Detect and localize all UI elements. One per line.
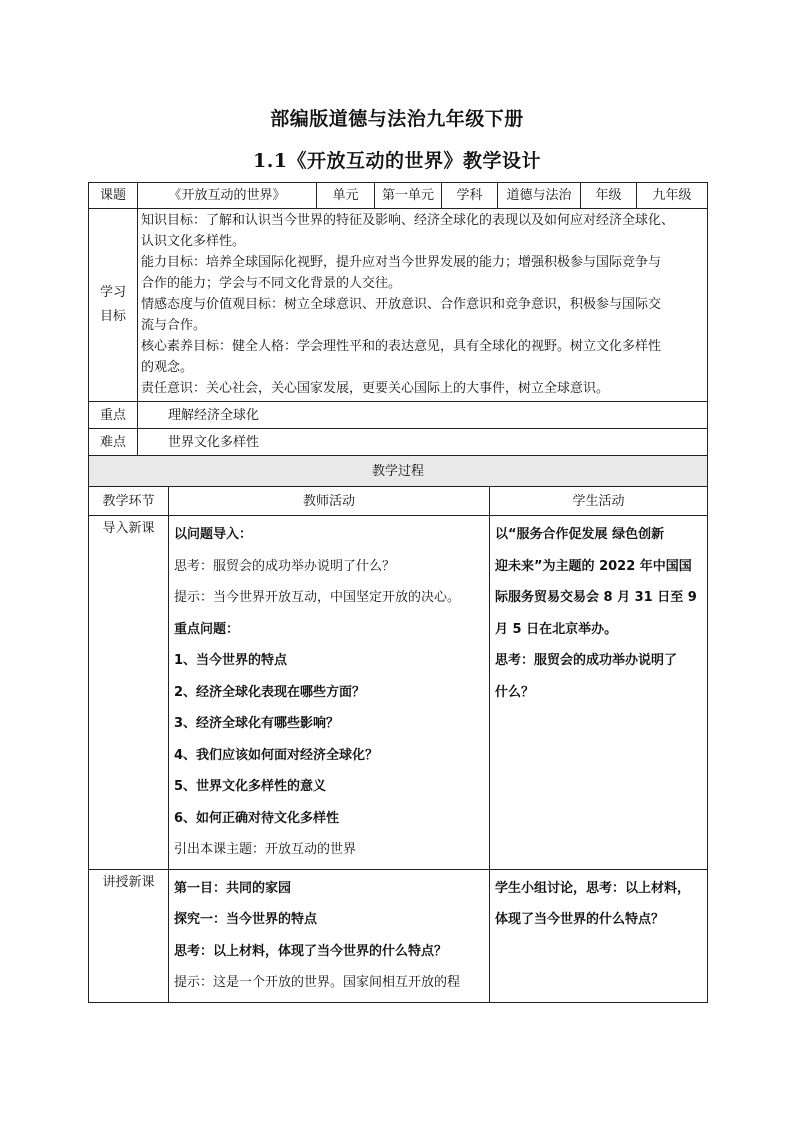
intro-teacher-line: 2、经济全球化表现在哪些方面？	[174, 684, 366, 700]
document-title: 部编版道德与法治九年级下册	[270, 108, 524, 130]
intro-teacher-line: 思考：服贸会的成功举办说明了什么？	[174, 558, 396, 574]
difficulty-value: 世界文化多样性	[138, 429, 708, 456]
grade-value: 九年级	[637, 183, 708, 209]
process-header: 教学过程	[89, 456, 708, 487]
lesson-info-table	[88, 182, 708, 456]
col-student-header: 学生活动	[490, 487, 708, 516]
intro-student-line: 思考：服贸会的成功举办说明了	[495, 653, 678, 668]
lecture-student-line: 学生小组讨论，思考：以上材料，	[495, 880, 691, 896]
lecture-student-activity	[490, 869, 708, 1002]
intro-teacher-line: 以问题导入：	[174, 527, 253, 542]
intro-teacher-line: 6、如何正确对待文化多样性	[174, 810, 340, 826]
goal-line: 情感态度与价值观目标：树立全球意识、开放意识、合作意识和竞争意识，积极参与国际交	[141, 297, 662, 312]
intro-teacher-line: 重点问题：	[174, 621, 240, 637]
intro-student-line: 迎未来”为主题的 2022 年中国国	[495, 558, 692, 574]
intro-teacher-line: 1、当今世界的特点	[174, 653, 288, 668]
intro-student-line: 什么？	[495, 684, 535, 700]
col-teacher-header: 教师活动	[169, 487, 490, 516]
goal-line: 知识目标：了解和认识当今世界的特征及影响、经济全球化的表现以及如何应对经济全球化、	[141, 213, 675, 228]
lecture-teacher-line: 提示：这是一个开放的世界。国家间相互开放的程	[174, 975, 461, 990]
goal-line: 认识文化多样性。	[141, 234, 246, 249]
lecture-stage: 讲授新课	[89, 869, 169, 1002]
key-point-value: 理解经济全球化	[138, 402, 708, 429]
intro-teacher-line: 引出本课主题：开放互动的世界	[174, 842, 357, 857]
lecture-teacher-activity	[169, 869, 490, 1002]
subject-label: 学科	[442, 183, 498, 209]
intro-stage: 导入新课	[89, 516, 169, 870]
intro-student-line: 际服务贸易交易会 8 月 31 日至 9	[495, 590, 697, 605]
intro-student-line: 月 5 日在北京举办。	[495, 621, 618, 637]
goal-line: 流与合作。	[141, 318, 207, 333]
goal-line: 核心素养目标：健全人格：学会理性平和的表达意见，具有全球化的视野。树立文化多样性	[141, 339, 662, 354]
intro-teacher-activity	[169, 516, 490, 870]
intro-teacher-line: 3、经济全球化有哪些影响？	[174, 716, 340, 731]
unit-label: 单元	[317, 183, 375, 209]
goals-label-line1: 学习	[99, 285, 126, 300]
topic-label: 课题	[89, 183, 138, 209]
teaching-process-table	[88, 455, 708, 1003]
lecture-student-line: 体现了当今世界的什么特点？	[495, 912, 665, 927]
goals-label-line2: 目标	[99, 309, 126, 324]
key-point-label: 重点	[89, 402, 138, 429]
lecture-teacher-line: 探究一：当今世界的特点	[174, 912, 318, 927]
difficulty-label: 难点	[89, 429, 138, 456]
goal-line: 合作的能力；学会与不同文化背景的人交往。	[141, 276, 402, 291]
intro-teacher-line: 5、世界文化多样性的意义	[174, 779, 327, 794]
lecture-teacher-line: 第一目：共同的家园	[174, 880, 292, 896]
col-stage-header: 教学环节	[89, 487, 169, 516]
intro-teacher-line: 提示：当今世界开放互动，中国坚定开放的决心。	[174, 590, 461, 605]
unit-value: 第一单元	[375, 183, 442, 209]
intro-teacher-line: 4、我们应该如何面对经济全球化？	[174, 747, 379, 763]
goals-label	[89, 209, 138, 402]
goal-line: 能力目标：培养全球国际化视野，提升应对当今世界发展的能力；增强积极参与国际竞争与	[141, 255, 662, 270]
goal-line: 的观念。	[141, 360, 194, 375]
subject-value: 道德与法治	[498, 183, 581, 209]
document-subtitle: 1.1《开放互动的世界》教学设计	[252, 150, 542, 172]
goal-line: 责任意识：关心社会，关心国家发展，更要关心国际上的大事件，树立全球意识。	[141, 381, 610, 396]
grade-label: 年级	[581, 183, 637, 209]
intro-student-activity	[490, 516, 708, 870]
lecture-teacher-line: 思考：以上材料，体现了当今世界的什么特点？	[174, 943, 448, 959]
intro-student-line: 以“服务合作促发展 绿色创新	[495, 527, 665, 542]
goals-content	[138, 209, 708, 402]
topic-value: 《开放互动的世界》	[138, 183, 317, 209]
